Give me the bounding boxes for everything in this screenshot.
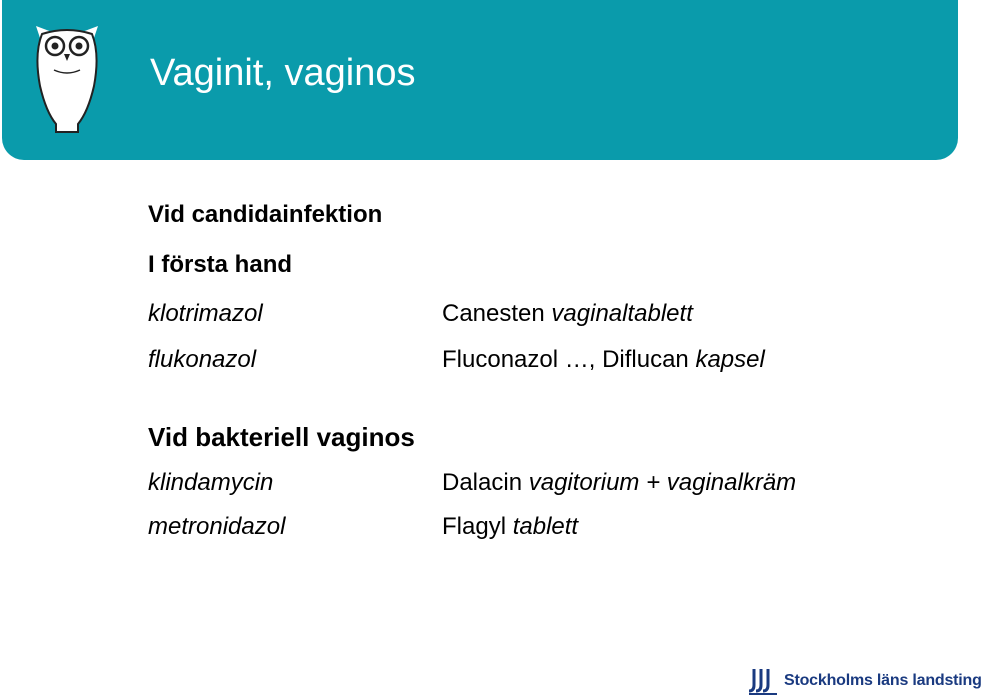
product-form: vagitorium + vaginalkräm xyxy=(528,469,797,496)
page-title: Vaginit, vaginos xyxy=(150,52,416,94)
product-form: vaginaltablett xyxy=(551,300,693,327)
header-banner xyxy=(2,0,958,160)
product-info xyxy=(442,337,928,383)
list-item xyxy=(148,291,928,337)
substance-name: metronidazol xyxy=(148,513,286,540)
product-info xyxy=(442,505,928,549)
substance-name: klotrimazol xyxy=(148,300,263,327)
product-form: kapsel xyxy=(695,346,765,373)
section-heading-candida: Vid candidainfektion xyxy=(148,201,383,228)
content-area xyxy=(148,197,928,549)
list-item xyxy=(148,505,928,549)
product-name: Dalacin xyxy=(442,469,523,496)
list-item xyxy=(148,461,928,505)
footer-logo xyxy=(748,667,982,695)
owl-icon xyxy=(32,24,102,134)
product-name: Fluconazol …, Diflucan xyxy=(442,346,689,373)
product-form: tablett xyxy=(512,513,579,540)
product-name: Flagyl xyxy=(442,513,507,540)
logo-text: Stockholms läns landsting xyxy=(784,672,982,689)
section-subheading: I första hand xyxy=(148,251,293,278)
sll-logo-icon xyxy=(748,667,778,695)
list-item xyxy=(148,337,928,383)
section-heading-vaginos: Vid bakteriell vaginos xyxy=(148,422,415,452)
product-name: Canesten xyxy=(442,300,545,327)
substance-name: flukonazol xyxy=(148,346,257,373)
substance-name: klindamycin xyxy=(148,469,274,496)
product-info xyxy=(442,291,928,337)
product-info xyxy=(442,461,928,505)
